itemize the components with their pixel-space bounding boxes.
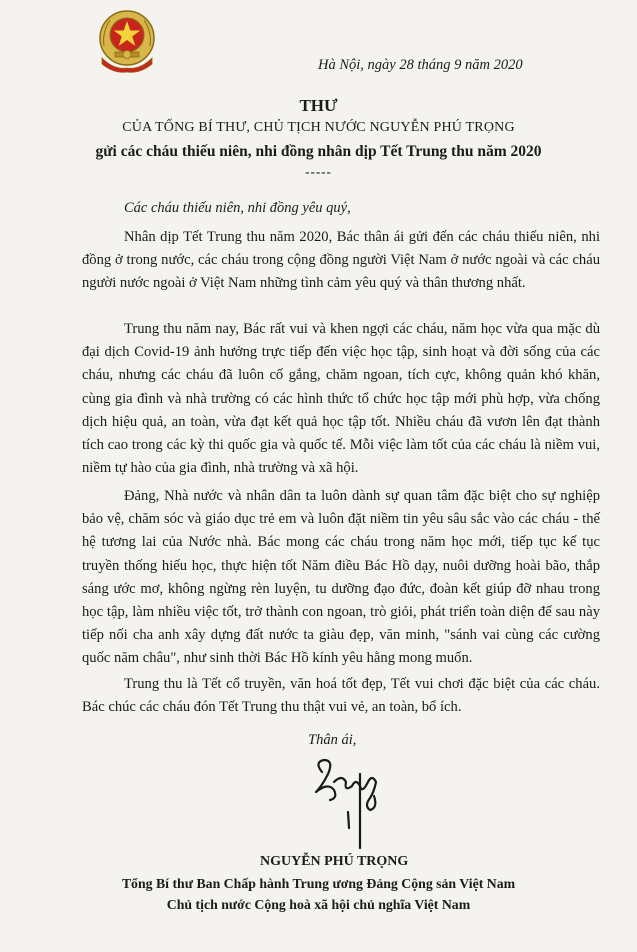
letter-date: Hà Nội, ngày 28 tháng 9 năm 2020 [318,57,523,73]
letter-title: THƯ [299,96,338,115]
body-paragraph-1: Nhân dịp Tết Trung thu năm 2020, Bác thân ái gửi đến các cháu thiếu niên, nhi đồng ở trong nước, các cháu trong cộng đồng người Việt Nam ở nước ngoài và các cháu người nước ngoài ở Việt Nam những tình cảm yêu quý và thân thương nhất. [82,229,600,292]
closing-line: Thân ái, [308,732,357,748]
signer-role-state: Chủ tịch nước Cộng hoà xã hội chủ nghĩa Việt Nam [166,897,471,912]
signer-name: NGUYỄN PHÚ TRỌNG [260,854,409,869]
body-paragraph-4: Trung thu là Tết cổ truyền, văn hoá tốt đẹp, Tết vui chơi đặc biệt của các cháu. Bác chúc các cháu đón Tết Trung thu thật vui vẻ, an toàn, bổ ích. [82,676,600,716]
letter-recipient-line: gửi các cháu thiếu niên, nhi đồng nhân dịp Tết Trung thu năm 2020 [95,143,542,160]
signer-role-party: Tổng Bí thư Ban Chấp hành Trung ương Đảng Cộng sản Việt Nam [121,876,516,891]
salutation: Các cháu thiếu niên, nhi đồng yêu quý, [124,200,351,216]
letter-subtitle: CỦA TỔNG BÍ THƯ, CHỦ TỊCH NƯỚC NGUYỄN PHÚ TRỌNG [122,120,515,135]
body-paragraph-3: Đảng, Nhà nước và nhân dân ta luôn dành sự quan tâm đặc biệt cho sự nghiệp bảo vệ, chăm sóc và giáo dục trẻ em và luôn đặt niềm tin yêu sâu sắc vào các cháu - thế hệ tương lai của Nước nhà. Bác mong các cháu trong năm học mới, tiếp tục kế tục truyền thống hiếu học, thực hiện tốt Năm điều Bác Hồ dạy, nuôi dưỡng hoài bão, thắp sáng ước mơ, không ngừng rèn luyện, tu dưỡng đạo đức, đoàn kết giúp đỡ nhau trong học tập, làm nhiều việc tốt, trở thành con ngoan, trò giỏi, phát triển toàn diện để sau này tiếp nối cha anh xây dựng đất nước ta giàu đẹp, văn minh, "sánh vai cùng các cường quốc năm châu", như sinh thời Bác Hồ kính yêu hằng mong muốn. [82,488,600,667]
handwritten-signature [300,752,390,852]
title-separator: ----- [305,164,332,179]
body-paragraph-2: Trung thu năm nay, Bác rất vui và khen ngợi các cháu, năm học vừa qua mặc dù đại dịch Covid-19 ảnh hưởng trực tiếp đến việc học tập, sinh hoạt và đời sống của các cháu, nhưng các cháu đã luôn cố gắng, chăm ngoan, tích cực, không quản khó khăn, cùng gia đình và nhà trường có các hình thức tổ chức học tập mới phù hợp, vừa chống dịch hiệu quả, an toàn, vừa đạt kết quả học tập tốt. Nhiều cháu đã vươn lên đạt thành tích cao trong các kỳ thi quốc gia và quốc tế. Mỗi việc làm tốt của các cháu là niềm vui, niềm tự hào của gia đình, nhà trường và xã hội. [82,321,600,477]
national-emblem-icon [94,8,160,74]
